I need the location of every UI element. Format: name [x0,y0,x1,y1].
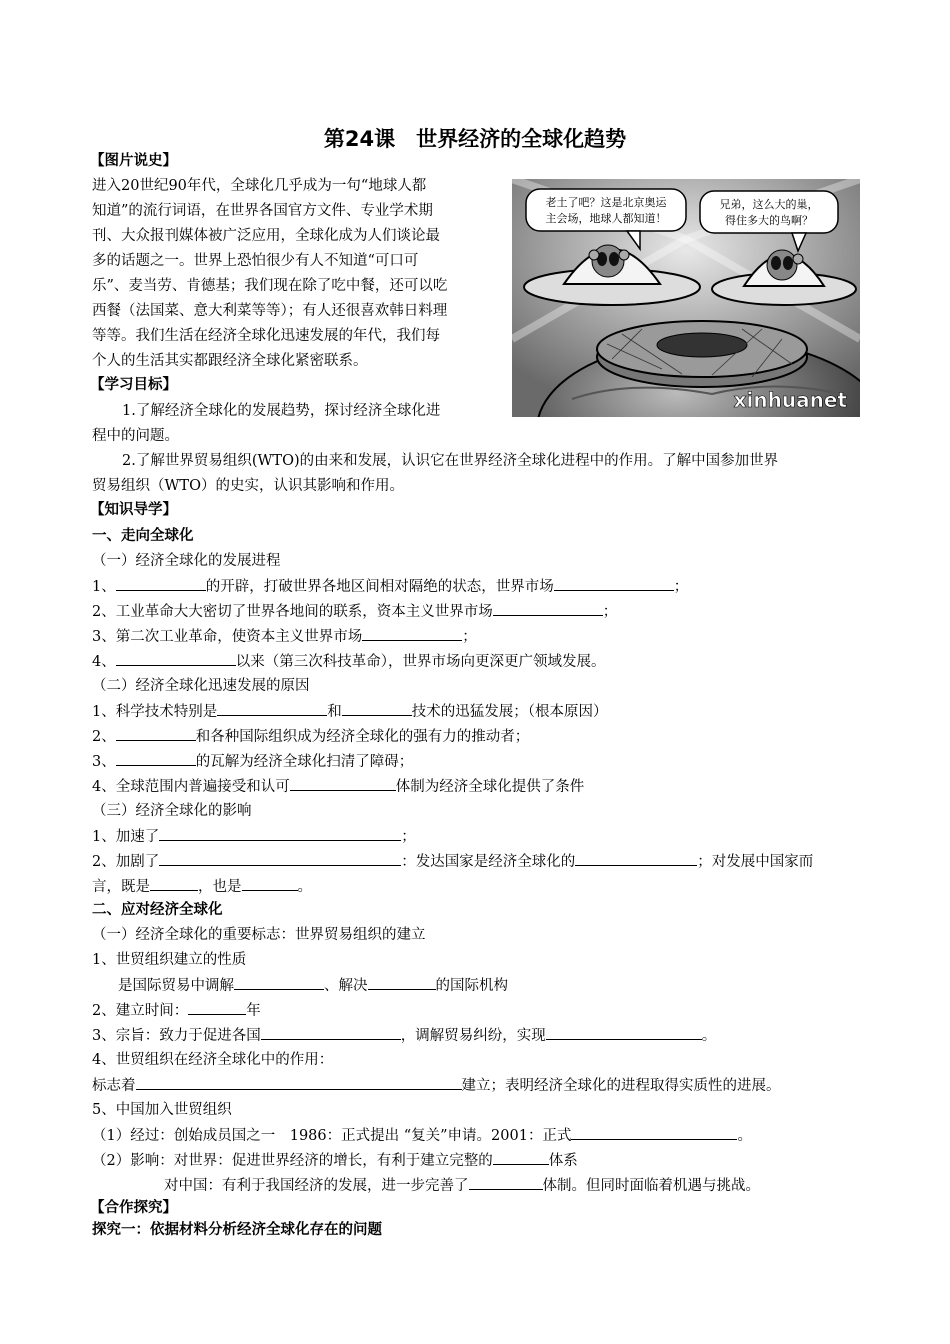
item-d2: 2、建立时间： 年 [92,1000,261,1021]
fill-blank[interactable] [575,851,697,866]
fill-blank[interactable] [150,876,198,891]
intro-line: 个人的生活其实都跟经济全球化紧密联系。 [92,353,368,369]
item-e2: （2）影响：对世界：促进世界经济的增长，有利于建立完整的 体系 [92,1150,578,1171]
subheading-reasons: （二）经济全球化迅速发展的原因 [92,678,310,694]
item-d4: 4、世贸组织在经济全球化中的作用： [92,1052,334,1068]
fill-blank[interactable] [242,876,298,891]
fill-blank[interactable] [554,576,674,591]
bubble-right-line: 兄弟，这么大的巢， [719,198,819,211]
bubble-left-line: 主会场，地球人都知道！ [545,212,667,225]
fill-blank[interactable] [159,851,401,866]
fill-blank[interactable] [261,1025,401,1040]
heading-toward-globalization: 一、走向全球化 [92,528,194,544]
intro-line: 知道”的流行词语，在世界各国官方文件、专业学术期 [92,203,433,219]
fill-blank[interactable] [116,726,196,741]
item-d1: 1、世贸组织建立的性质 [92,952,247,968]
subheading-wto: （一）经济全球化的重要标志：世界贸易组织的建立 [92,927,426,943]
item-a2: 2、工业革命大大密切了世界各地间的联系，资本主义世界市场 ； [92,601,617,622]
goal-1: 1.了解经济全球化的发展趋势，探讨经济全球化进 [122,403,441,419]
goal-2-cont: 贸易组织（WTO）的史实，认识其影响和作用。 [92,478,404,494]
section-learning-goals: 【学习目标】 [90,377,177,393]
item-b4: 4、全球范围内普遍接受和认可 体制为经济全球化提供了条件 [92,776,584,797]
item-a4: 4、 以来（第三次科技革命），世界市场向更深更广领域发展。 [92,651,605,672]
item-b1: 1、科学技术特别是 和 技术的迅猛发展；（根本原因） [92,701,607,722]
bubble-left-line: 老土了吧？这是北京奥运 [545,196,667,209]
intro-line: 等等。我们生活在经济全球化迅速发展的年代，我们每 [92,328,440,344]
intro-line: 西餐（法国菜、意大利菜等等）；有人还很喜欢韩日料理 [92,303,448,319]
item-a1: 1、 的开辟，打破世界各地区间相对隔绝的状态，世界市场 ； [92,576,688,597]
item-b3: 3、 的瓦解为经济全球化扫清了障碍； [92,751,413,772]
heading-respond-globalization: 二、应对经济全球化 [92,902,223,918]
inquiry-one-title: 探究一：依据材料分析经济全球化存在的问题 [92,1222,382,1238]
fill-blank[interactable] [136,1075,462,1090]
item-c2-cont: 言，既是 ，也是 。 [92,876,312,897]
item-e1: （1）经过：创始成员国之一 1986：正式提出 “复关”申请。2001：正式 。 [92,1125,752,1146]
fill-blank[interactable] [493,601,603,616]
fill-blank[interactable] [469,1175,543,1190]
fill-blank[interactable] [546,1025,702,1040]
goal-1-cont: 程中的问题。 [92,428,179,444]
fill-blank[interactable] [493,1150,549,1165]
fill-blank[interactable] [342,701,412,716]
fill-blank[interactable] [217,701,327,716]
fill-blank[interactable] [290,776,396,791]
intro-line: 进入20世纪90年代，全球化几乎成为一句“地球人都 [92,178,427,194]
item-d3: 3、宗旨：致力于促进各国 ，调解贸易纠纷，实现 。 [92,1025,716,1046]
olympic-cartoon-image [512,179,860,417]
item-b2: 2、 和各种国际组织成为经济全球化的强有力的推动者； [92,726,529,747]
item-d5: 5、中国加入世贸组织 [92,1102,232,1118]
subheading-process: （一）经济全球化的发展进程 [92,553,281,569]
fill-blank[interactable] [116,651,236,666]
fill-blank[interactable] [159,826,401,841]
item-e3: 对中国：有利于我国经济的发展，进一步完善了 体制。但同时面临着机遇与挑战。 [164,1175,760,1196]
fill-blank[interactable] [234,975,324,990]
section-knowledge-guide: 【知识导学】 [90,502,177,518]
item-d1-detail: 是国际贸易中调解 、解决 的国际机构 [118,975,508,996]
lesson-title: 第24课 世界经济的全球化趋势 [323,127,627,151]
section-cooperative-inquiry: 【合作探究】 [90,1200,177,1216]
item-a3: 3、第二次工业革命，使资本主义世界市场 ； [92,626,477,647]
item-c2: 2、加剧了 ：发达国家是经济全球化的 ；对发展中国家而 [92,851,813,872]
intro-line: 多的话题之一。世界上恐怕很少有人不知道“可口可 [92,253,419,269]
intro-line: 刊、大众报刊媒体被广泛应用，全球化成为人们谈论最 [92,228,440,244]
subheading-effects: （三）经济全球化的影响 [92,803,252,819]
bubble-right-line: 得住多大的鸟啊？ [725,214,813,227]
item-d4-detail: 标志着 建立；表明经济全球化的进程取得实质性的进展。 [92,1075,781,1096]
fill-blank[interactable] [116,576,206,591]
xinhuanet-watermark: xinhuanet [733,388,847,412]
intro-line: 乐”、麦当劳、肯德基；我们现在除了吃中餐，还可以吃 [92,278,448,294]
fill-blank[interactable] [188,1000,246,1015]
item-c1: 1、加速了 ； [92,826,416,847]
fill-blank[interactable] [362,626,462,641]
fill-blank[interactable] [116,751,196,766]
section-picture-history: 【图片说史】 [90,153,177,169]
goal-2: 2.了解世界贸易组织(WTO)的由来和发展，认识它在世界经济全球化进程中的作用。了解中国参加世界 [122,453,779,469]
fill-blank[interactable] [368,975,436,990]
fill-blank[interactable] [571,1125,737,1140]
